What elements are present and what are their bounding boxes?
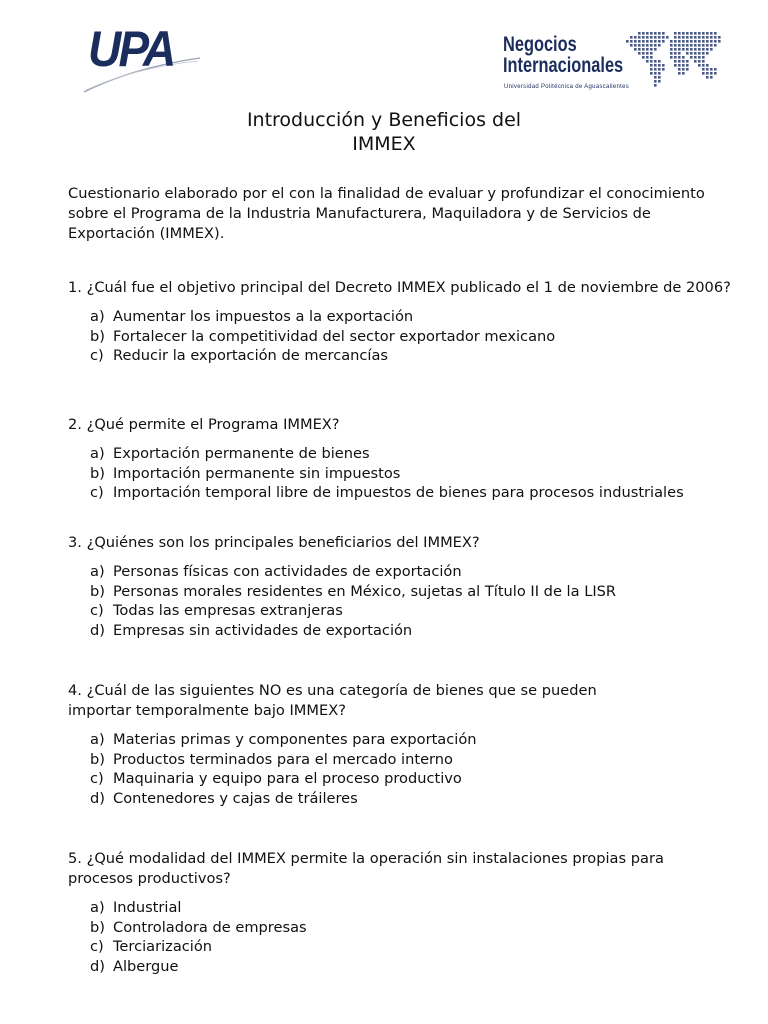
option-item: a) Materias primas y componentes para exportación [90,731,477,748]
map-dot [646,40,649,43]
map-dot [654,64,657,67]
options-list [68,307,733,366]
map-dot [686,60,689,63]
map-dot [646,52,649,55]
map-dot [658,80,661,83]
world-map-icon [626,32,722,90]
option-item: d) Contenedores y cajas de tráileres [90,790,358,808]
map-dot [638,40,641,43]
map-dot [678,40,681,43]
map-dot [694,32,697,35]
map-dot [662,68,665,71]
map-dot [710,76,713,79]
map-dot [706,32,709,35]
question-number: 5. [68,850,82,867]
map-dot [690,52,693,55]
map-dot [702,36,705,39]
map-dot [650,52,653,55]
map-dot [658,72,661,75]
question-5 [68,849,733,977]
map-dot [710,36,713,39]
map-dot [682,36,685,39]
map-dot [642,40,645,43]
map-dot [650,48,653,51]
map-dot [674,36,677,39]
map-dot [694,60,697,63]
map-dot [706,64,709,67]
logo-subtitle: Universidad Politécnica de Aguascalientes [504,84,630,90]
map-dot [706,48,709,51]
option-item: a) Aumentar los impuestos a la exportación [90,308,414,325]
options-list [68,444,733,503]
map-dot [650,68,653,71]
map-dot [682,68,685,71]
map-dot [646,48,649,51]
map-dot [686,44,689,47]
map-dot [674,48,677,51]
map-dot [690,56,693,59]
map-dot [678,68,681,71]
map-dot [678,72,681,75]
map-dot [658,64,661,67]
map-dot [706,44,709,47]
map-dot [690,48,693,51]
map-dot [690,32,693,35]
map-dot [698,36,701,39]
map-dot [678,52,681,55]
map-dot [662,36,665,39]
map-dot [686,68,689,71]
map-dot [706,36,709,39]
map-dot [670,52,673,55]
map-dot [670,56,673,59]
map-dot [690,44,693,47]
map-dot [694,48,697,51]
map-dot [698,52,701,55]
map-dot [710,32,713,35]
question-1 [68,278,733,366]
map-dot [682,60,685,63]
map-dot [674,32,677,35]
map-dot [674,40,677,43]
map-dot [682,44,685,47]
option-item: b) Importación permanente sin impuestos [90,464,401,482]
map-dot [694,56,697,59]
map-dot [650,36,653,39]
option-item: c) Todas las empresas extranjeras [90,602,343,620]
map-dot [662,32,665,35]
map-dot [642,36,645,39]
map-dot [634,44,637,47]
map-dot [698,44,701,47]
map-dot [654,60,657,63]
map-dot [694,40,697,43]
map-dot [710,48,713,51]
map-dot [638,36,641,39]
upa-logo-text: UPA [88,21,174,77]
map-dot [706,40,709,43]
map-dot [686,32,689,35]
option-item: a) Industrial [90,899,182,916]
question-text: 4. ¿Cuál de las siguientes NO es una categoría de bienes que se pueden importar temporalmente bajo IMMEX? [68,682,597,719]
map-dot [710,68,713,71]
map-dot [638,32,641,35]
map-dot [650,56,653,59]
option-item: c) Maquinaria y equipo para el proceso productivo [90,770,462,788]
map-dot [678,48,681,51]
map-dot [646,44,649,47]
map-dot [662,64,665,67]
map-dot [646,56,649,59]
map-dot [682,72,685,75]
map-dot [650,40,653,43]
map-dot [698,48,701,51]
map-dot [654,36,657,39]
map-dot [694,52,697,55]
option-item: c) Importación temporal libre de impuestos de bienes para procesos industriales [90,484,684,502]
map-dot [642,52,645,55]
map-dot [694,36,697,39]
map-dot [678,64,681,67]
map-dot [654,48,657,51]
map-dot [654,32,657,35]
question-text: 2. ¿Qué permite el Programa IMMEX? [68,416,340,433]
question-text: 5. ¿Qué modalidad del IMMEX permite la operación sin instalaciones propias para procesos productivos? [68,850,664,887]
map-dot [646,32,649,35]
intro-paragraph: Cuestionario elaborado por el con la finalidad de evaluar y profundizar el conocimiento sobre el Programa de la Industria Manufacturera, Maquiladora y de Servicios de Exportación (IMMEX). [68,185,705,242]
map-dot [702,60,705,63]
map-dot [698,32,701,35]
map-dot [714,40,717,43]
map-dot [670,48,673,51]
map-dot [702,32,705,35]
map-dot [650,60,653,63]
map-dot [714,44,717,47]
title-line-2: IMMEX [352,133,416,155]
map-dot [718,40,721,43]
map-dot [674,60,677,63]
question-4 [68,681,733,809]
map-dot [638,44,641,47]
map-dot [650,44,653,47]
map-dot [638,48,641,51]
map-dot [702,48,705,51]
option-item: a) Personas físicas con actividades de exportación [90,563,462,580]
map-dot [626,40,629,43]
question-3 [68,533,733,641]
map-dot [650,72,653,75]
map-dot [702,64,705,67]
map-dot [686,64,689,67]
negocios-internacionales-logo [500,32,722,94]
option-item: d) Empresas sin actividades de exportación [90,622,413,640]
map-dot [678,56,681,59]
map-dot [682,32,685,35]
map-dot [658,40,661,43]
map-dot [642,32,645,35]
map-dot [682,64,685,67]
option-item: c) Terciarización [90,938,213,956]
map-dot [682,56,685,59]
map-dot [646,36,649,39]
map-dot [714,32,717,35]
option-item: c) Reducir la exportación de mercancías [90,347,389,365]
map-dot [654,44,657,47]
map-dot [670,44,673,47]
map-dot [714,72,717,75]
option-item: b) Fortalecer la competitividad del sector exportador mexicano [90,327,556,345]
page-header [0,0,768,100]
logo-line-internacionales: Internacionales [503,54,624,77]
option-item: b) Productos terminados para el mercado interno [90,750,453,768]
map-dot [662,40,665,43]
question-2 [68,415,733,503]
map-dot [650,32,653,35]
map-dot [642,48,645,51]
map-dot [674,56,677,59]
logo-line-negocios: Negocios [503,33,577,56]
options-list [68,562,733,641]
map-dot [658,76,661,79]
question-text: 1. ¿Cuál fue el objetivo principal del Decreto IMMEX publicado el 1 de noviembre de 2006? [68,279,731,296]
map-dot [654,84,657,87]
map-dot [686,48,689,51]
question-number: 4. [68,682,82,699]
option-item: b) Controladora de empresas [90,918,307,936]
map-dot [638,52,641,55]
map-dot [654,80,657,83]
options-list [68,730,733,809]
map-dot [646,60,649,63]
map-dot [698,60,701,63]
map-dot [682,48,685,51]
map-dot [634,36,637,39]
map-dot [642,44,645,47]
map-dot [702,52,705,55]
map-dot [674,52,677,55]
map-dot [674,64,677,67]
map-dot [654,72,657,75]
map-dot [706,68,709,71]
map-dot [674,44,677,47]
map-dot [658,32,661,35]
option-item: b) Personas morales residentes en México, sujetas al Título II de la LISR [90,582,617,600]
question-number: 3. [68,534,82,551]
map-dot [698,56,701,59]
map-dot [702,72,705,75]
map-dot [698,64,701,67]
question-text: 3. ¿Quiénes son los principales beneficiarios del IMMEX? [68,534,480,551]
map-dot [670,40,673,43]
map-dot [630,36,633,39]
map-dot [702,56,705,59]
map-dot [642,56,645,59]
map-dot [678,36,681,39]
upa-logo [82,21,204,96]
map-dot [678,44,681,47]
map-dot [654,76,657,79]
question-number: 2. [68,416,82,433]
map-dot [690,40,693,43]
question-number: 1. [68,279,82,296]
map-dot [686,36,689,39]
map-dot [658,44,661,47]
map-dot [658,36,661,39]
map-dot [706,52,709,55]
map-dot [702,40,705,43]
map-dot [666,36,669,39]
map-dot [654,40,657,43]
option-item: a) Exportación permanente de bienes [90,445,370,462]
map-dot [634,40,637,43]
map-dot [678,60,681,63]
map-dot [682,40,685,43]
map-dot [702,68,705,71]
map-dot [706,72,709,75]
map-dot [686,40,689,43]
map-dot [634,48,637,51]
map-dot [658,60,661,63]
map-dot [694,44,697,47]
map-dot [678,32,681,35]
option-item: d) Albergue [90,958,179,976]
map-dot [706,76,709,79]
map-dot [690,36,693,39]
map-dot [714,68,717,71]
map-dot [702,44,705,47]
map-dot [654,68,657,71]
map-dot [718,36,721,39]
map-dot [698,40,701,43]
map-dot [686,52,689,55]
map-dot [710,72,713,75]
title-line-1: Introducción y Beneficios del [246,109,522,131]
map-dot [714,36,717,39]
map-dot [658,68,661,71]
map-dot [630,44,633,47]
map-dot [650,64,653,67]
map-dot [630,40,633,43]
map-dot [710,40,713,43]
options-list [68,898,733,977]
map-dot [710,44,713,47]
document-title [0,108,768,156]
